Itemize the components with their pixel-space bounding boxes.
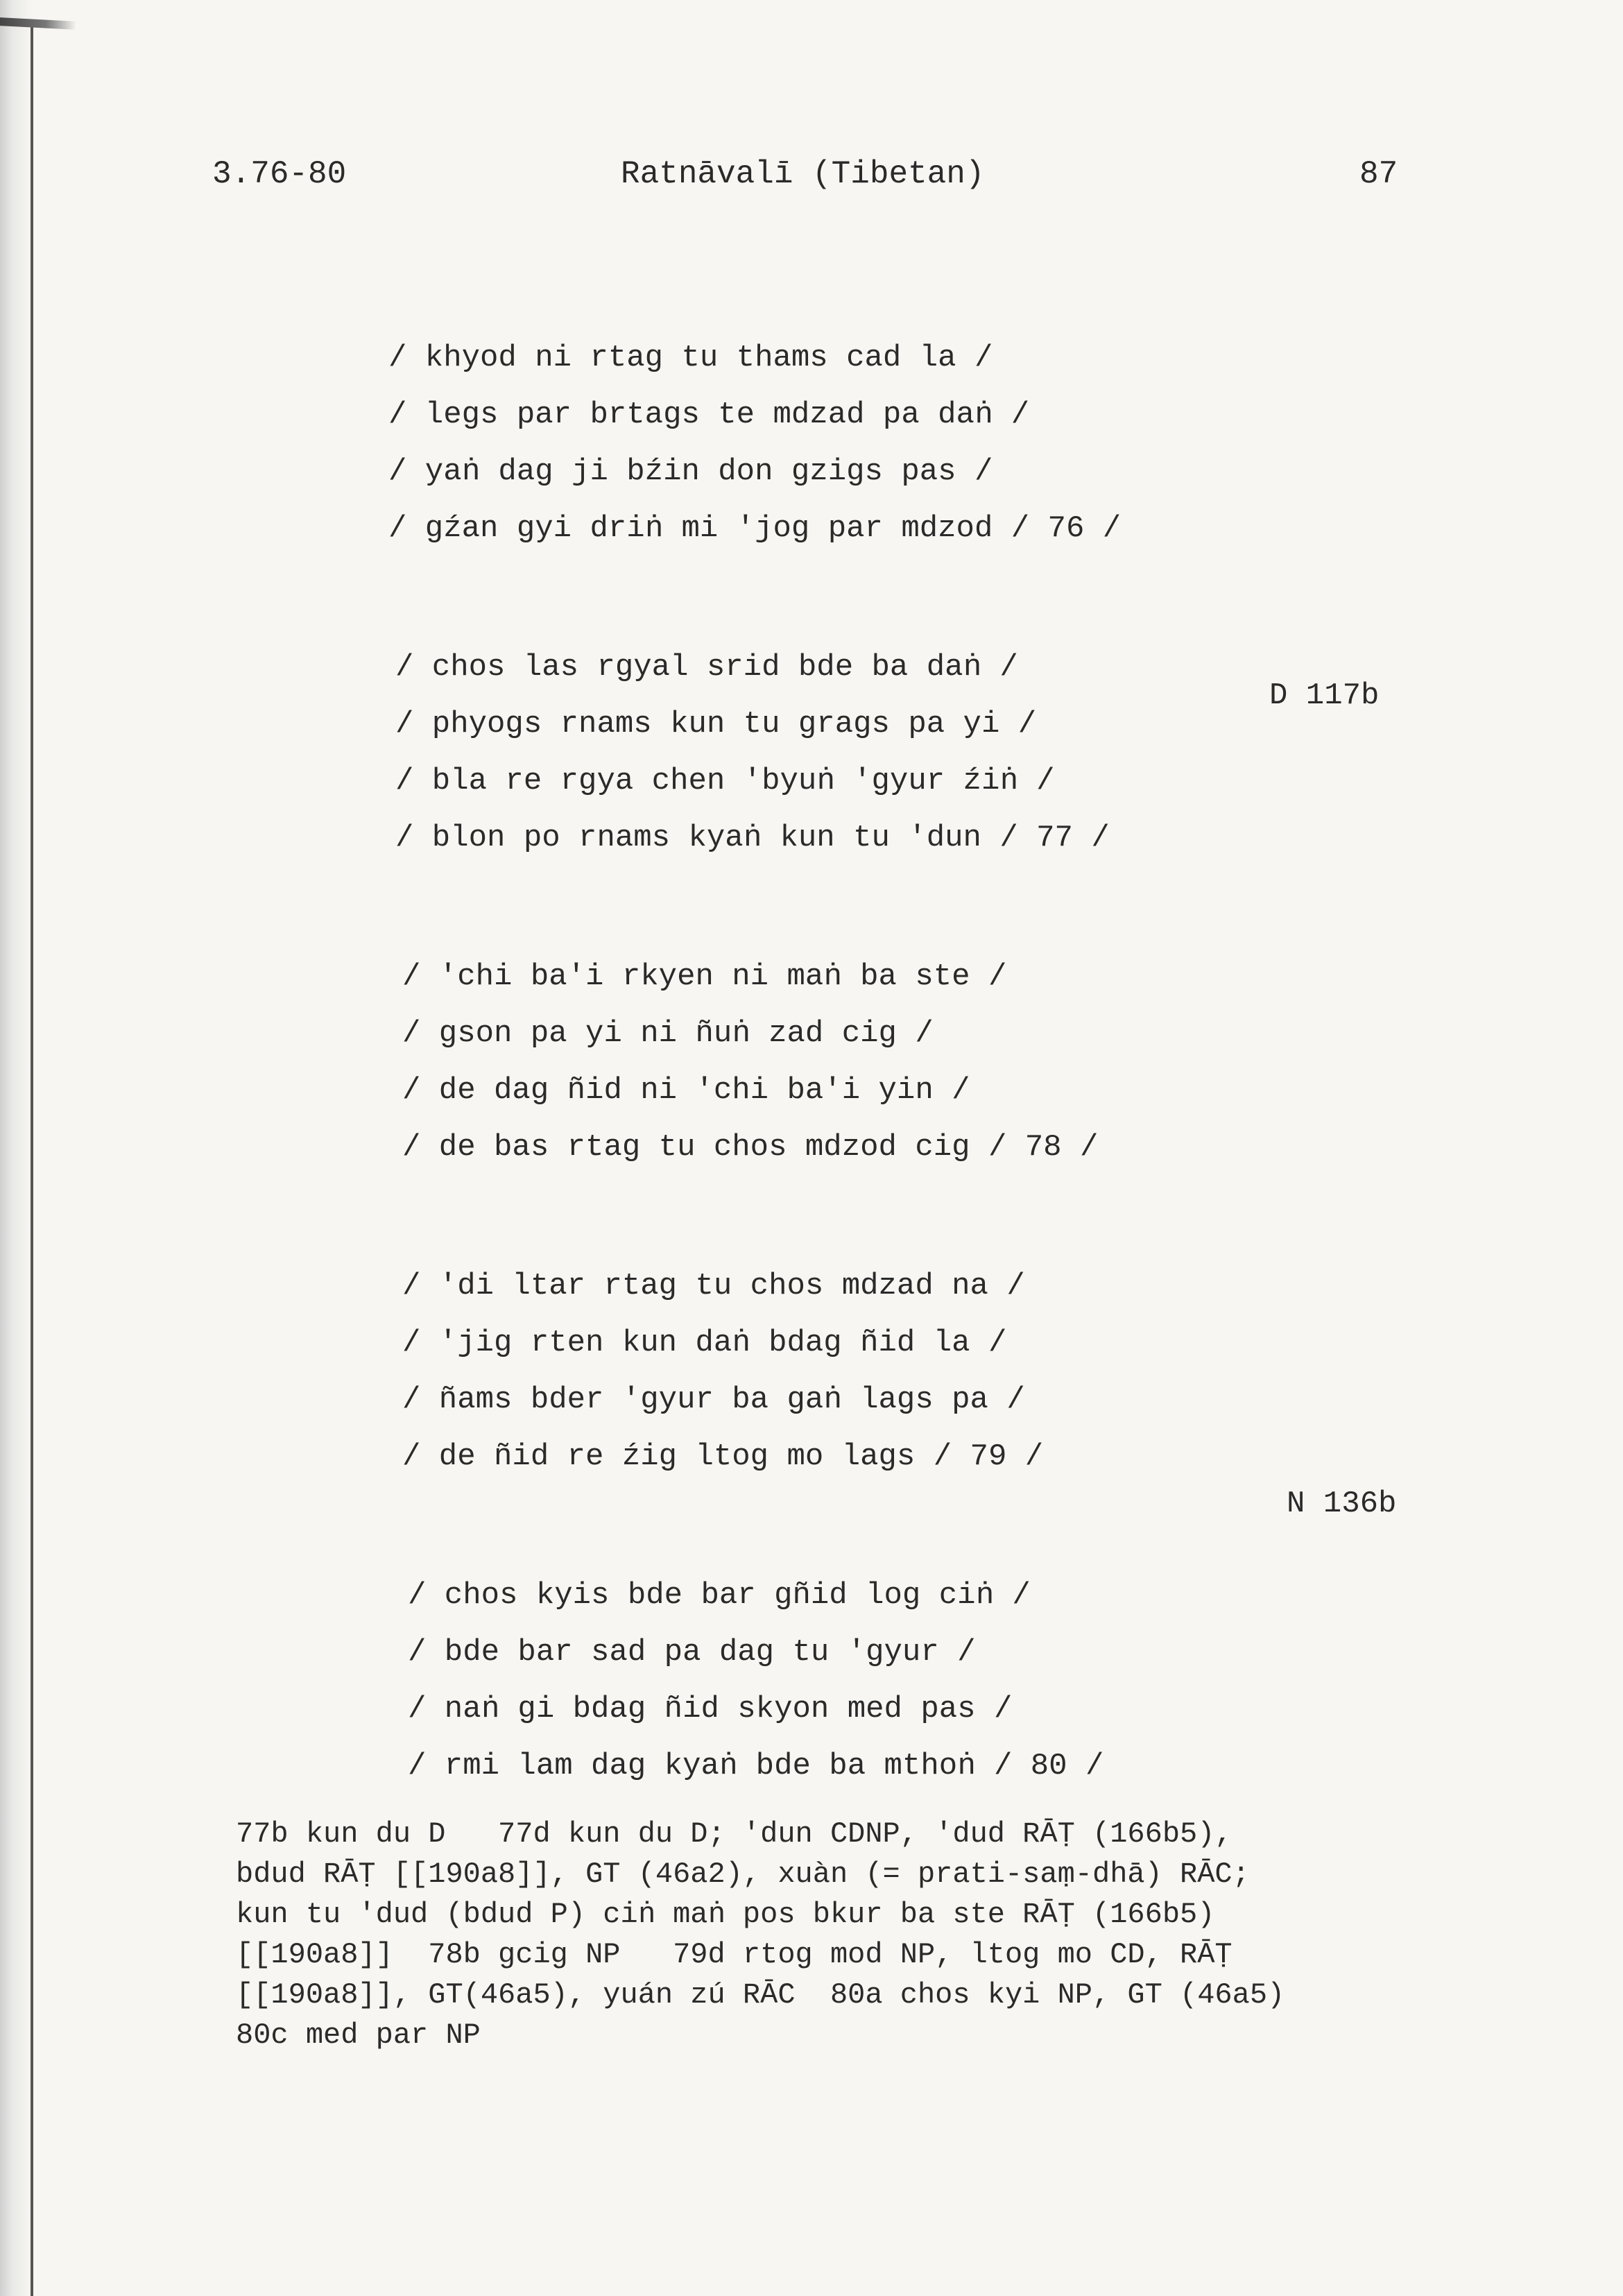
verse-line: / blon po rnams kyaṅ kun tu 'dun / 77 / (395, 821, 1110, 855)
verse-line: / chos las rgyal srid bde ba daṅ / (395, 650, 1018, 685)
page-number: 87 (1359, 156, 1398, 192)
verse-line: / 'jig rten kun daṅ bdag ñid la / (402, 1326, 1007, 1360)
footnote-line: 77b kun du D 77d kun du D; 'dun CDNP, 'dud RĀṬ (166b5), (236, 1817, 1233, 1851)
verse-line: / gźan gyi driṅ mi 'jog par mdzod / 76 / (388, 511, 1122, 546)
verse-line: / gson pa yi ni ñuṅ zad cig / (402, 1016, 934, 1051)
verse-line: / 'chi ba'i rkyen ni maṅ ba ste / (402, 959, 1007, 994)
verse-line: / khyod ni rtag tu thams cad la / (388, 341, 993, 375)
verse-line: / yaṅ dag ji bźin don gzigs pas / (388, 454, 993, 489)
verse-line: / phyogs rnams kun tu grags pa yi / (395, 707, 1037, 742)
footnote-line: [[190a8]], GT(46a5), yuán zú RĀC 80a chos kyi NP, GT (46a5) (236, 1978, 1285, 2012)
verse-line: / legs par brtags te mdzad pa daṅ / (388, 397, 1030, 432)
verse-line: / rmi lam dag kyaṅ bde ba mthoṅ / 80 / (408, 1749, 1104, 1783)
verse-line: / chos kyis bde bar gñid log ciṅ / (408, 1578, 1031, 1613)
stanza-79 (388, 1258, 1568, 1485)
binding-edge (31, 21, 33, 2296)
stanza-76 (388, 329, 1568, 557)
stanza-78 (388, 948, 1568, 1176)
folio-reference-d: D 117b (1269, 678, 1380, 713)
verse-line: / de ñid re źig ltog mo lags / 79 / (402, 1439, 1044, 1474)
verse-line: / bla re rgya chen 'byuṅ 'gyur źiṅ / (395, 764, 1055, 798)
verse-line: / ñams bder 'gyur ba gaṅ lags pa / (402, 1382, 1025, 1417)
stanza-77 (388, 639, 1568, 866)
footnote-line: 80c med par NP (236, 2019, 481, 2052)
verse-range: 3.76-80 (212, 156, 347, 192)
running-title: Ratnāvalī (Tibetan) (621, 156, 985, 192)
verse-line: / naṅ gi bdag ñid skyon med pas / (408, 1692, 1013, 1727)
verse-line: / de dag ñid ni 'chi ba'i yin / (402, 1073, 970, 1108)
verse-line: / bde bar sad pa dag tu 'gyur / (408, 1635, 976, 1670)
verse-line: / 'di ltar rtag tu chos mdzad na / (402, 1269, 1025, 1303)
folio-reference-n: N 136b (1287, 1487, 1397, 1521)
binding-shadow (0, 0, 33, 2296)
verse-line: / de bas rtag tu chos mdzod cig / 78 / (402, 1130, 1099, 1165)
footnote-line: bdud RĀṬ [[190a8]], GT (46a2), xuàn (= prati-saṃ-dhā) RĀC; (236, 1858, 1250, 1891)
page-header (0, 156, 1623, 212)
critical-apparatus (236, 1814, 1554, 2055)
footnote-line: kun tu 'dud (bdud P) ciṅ maṅ pos bkur ba ste RĀṬ (166b5) (236, 1898, 1215, 1931)
footnote-line: [[190a8]] 78b gcig NP 79d rtog mod NP, ltog mo CD, RĀṬ (236, 1938, 1233, 1971)
stanza-80 (388, 1567, 1568, 1794)
verse-block (388, 329, 1568, 1876)
